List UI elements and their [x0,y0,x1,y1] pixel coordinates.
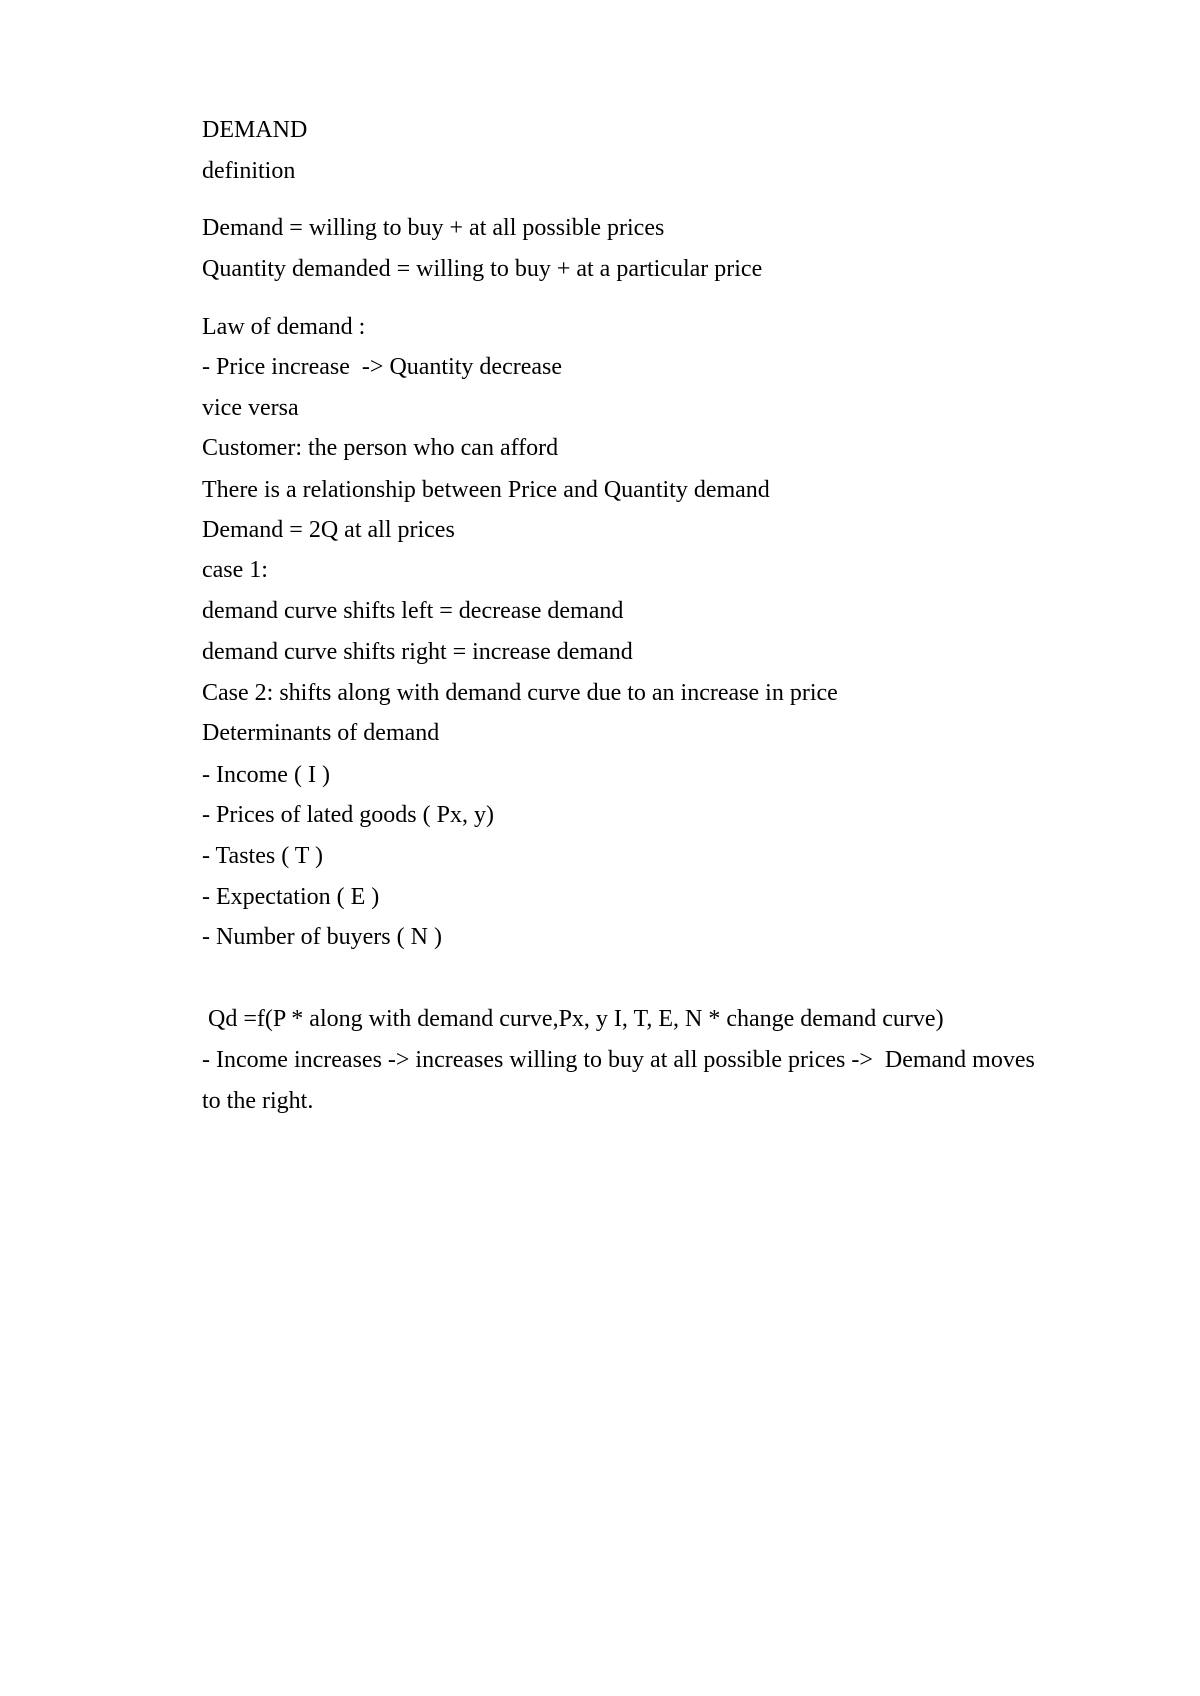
note-line: - Prices of lated goods ( Px, y) [202,802,494,828]
conclusion-line: - Income increases -> increases willing to buy at all possible prices -> Demand moves [202,1047,1035,1073]
note-line: Demand = 2Q at all prices [202,517,455,543]
note-line: - Price increase -> Quantity decrease [202,354,563,380]
note-line: demand curve shifts left = decrease demand [202,598,624,624]
note-line: Case 2: shifts along with demand curve due to an increase in price [202,680,838,706]
note-line: Determinants of demand [202,720,440,746]
note-line: - Income ( I ) [202,762,330,788]
formula-line: Qd =f(P * along with demand curve,Px, y I, T, E, N * change demand curve) [208,1006,944,1032]
note-line: case 1: [202,557,268,583]
note-line: demand curve shifts right = increase demand [202,639,633,665]
note-line: - Expectation ( E ) [202,884,380,910]
conclusion-line: to the right. [202,1088,314,1114]
note-line: Customer: the person who can afford [202,435,559,461]
definition-line: Demand = willing to buy + at all possible prices [202,215,665,241]
note-line: - Tastes ( T ) [202,843,323,869]
note-line: Law of demand : [202,314,366,340]
note-line: There is a relationship between Price and Quantity demand [202,477,770,503]
document-title: DEMAND [202,117,308,143]
definition-line: Quantity demanded = willing to buy + at a particular price [202,256,763,282]
note-line: - Number of buyers ( N ) [202,924,442,950]
document-subtitle: definition [202,158,296,184]
note-line: vice versa [202,395,299,421]
